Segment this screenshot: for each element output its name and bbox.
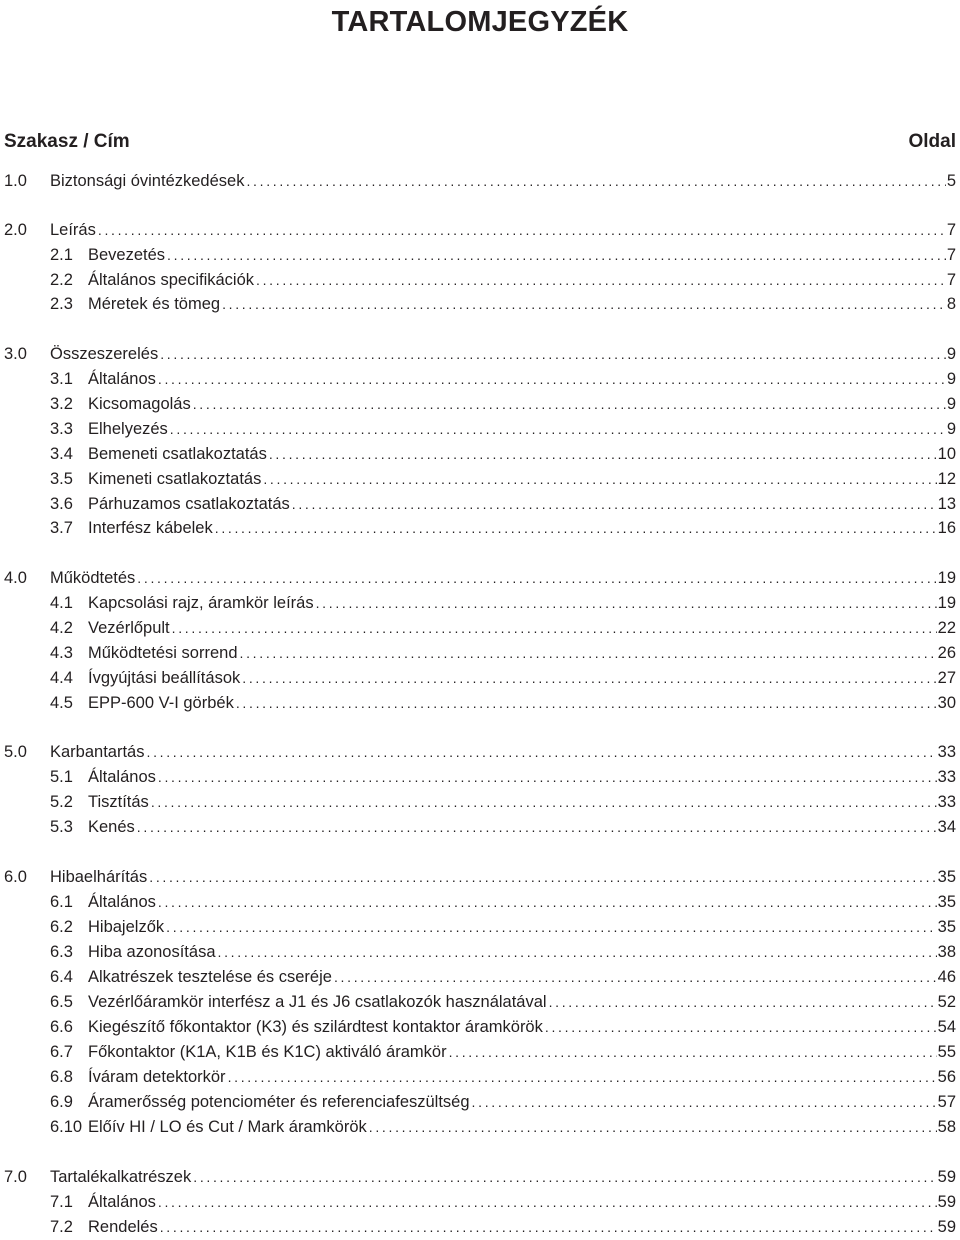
toc-entry-number: 3.5	[50, 470, 73, 488]
toc-entry[interactable]	[4, 268, 956, 293]
toc-entry-number: 6.8	[50, 1068, 73, 1086]
toc-entry-number: 6.2	[50, 918, 73, 936]
dot-leader	[449, 1040, 937, 1065]
toc-entry-label: Méretek és tömeg	[88, 295, 221, 313]
dot-leader	[222, 292, 946, 317]
toc-entry-label: Bevezetés	[88, 246, 166, 264]
toc-entry[interactable]	[4, 691, 956, 716]
dot-leader	[369, 1115, 937, 1140]
toc-entry-page: 9	[946, 420, 956, 438]
toc-entry-page: 27	[937, 669, 956, 687]
toc-entry[interactable]	[4, 865, 956, 890]
dot-leader	[158, 1190, 937, 1215]
toc-entry-page: 9	[946, 370, 956, 388]
toc-entry-label: Általános	[88, 1193, 156, 1211]
toc-entry-label: Íváram detektorkör	[88, 1068, 226, 1086]
dot-leader	[242, 666, 936, 691]
toc-entry[interactable]	[4, 292, 956, 317]
toc-entry-label: Kapcsolási rajz, áramkör leírás	[88, 594, 314, 612]
toc-entry-page: 46	[937, 968, 956, 986]
dot-leader	[269, 442, 937, 467]
toc-entry-label: Áramerősség potenciométer és referenciafeszültség	[88, 1093, 470, 1111]
toc-entry-page: 38	[937, 943, 956, 961]
toc-entry[interactable]	[4, 790, 956, 815]
toc-entry-label: Összeszerelés	[50, 345, 159, 363]
toc-entry-page: 30	[937, 694, 956, 712]
toc-entry[interactable]	[4, 815, 956, 840]
toc-entry[interactable]	[4, 492, 956, 517]
toc-entry-label: Kimeneti csatlakoztatás	[88, 470, 262, 488]
toc-entry-label: Általános specifikációk	[88, 271, 254, 289]
toc-entry-number: 5.2	[50, 793, 73, 811]
toc-entry-label: Működtetési sorrend	[88, 644, 238, 662]
toc-entry-page: 59	[937, 1193, 956, 1211]
dot-leader	[158, 367, 946, 392]
toc-entry-page: 16	[937, 519, 956, 537]
toc-entry-page: 58	[937, 1118, 956, 1136]
toc-entry-page: 9	[946, 345, 956, 363]
toc-entry[interactable]	[4, 1090, 956, 1115]
toc-entry[interactable]	[4, 367, 956, 392]
toc-entry-number: 4.4	[50, 669, 73, 687]
page-column-header: Oldal	[908, 131, 956, 152]
toc-entry-label: Általános	[88, 370, 156, 388]
toc-entry-page: 7	[946, 246, 956, 264]
toc-entry-page: 59	[937, 1218, 956, 1236]
toc-entry-label: Előív HI / LO és Cut / Mark áramkörök	[88, 1118, 367, 1136]
section-column-header: Szakasz / Cím	[4, 131, 130, 152]
dot-leader	[137, 815, 937, 840]
toc-entry[interactable]	[4, 417, 956, 442]
toc-entry-number: 7.1	[50, 1193, 73, 1211]
toc-entry-number: 2.3	[50, 295, 73, 313]
toc-entry-page: 5	[946, 172, 956, 190]
toc-entry[interactable]	[4, 591, 956, 616]
toc-entry[interactable]	[4, 1040, 956, 1065]
toc-entry-number: 2.0	[4, 221, 27, 239]
toc-entry-page: 35	[937, 918, 956, 936]
toc-entry-number: 6.4	[50, 968, 73, 986]
toc-entry-label: Ívgyújtási beállítások	[88, 669, 241, 687]
toc-entry-number: 3.6	[50, 495, 73, 513]
toc-entry-number: 7.0	[4, 1168, 27, 1186]
toc-entry[interactable]	[4, 1190, 956, 1215]
toc-entry-page: 22	[937, 619, 956, 637]
toc-entry-page: 19	[937, 594, 956, 612]
toc-entry-page: 52	[937, 993, 956, 1011]
toc-entry-number: 6.6	[50, 1018, 73, 1036]
toc-entry[interactable]	[4, 666, 956, 691]
dot-leader	[334, 965, 937, 990]
dot-leader	[256, 268, 946, 293]
toc-entry-number: 3.1	[50, 370, 73, 388]
toc-entry-page: 7	[946, 271, 956, 289]
toc-entry-page: 33	[937, 743, 956, 761]
toc-entry-label: Működtetés	[50, 569, 136, 587]
toc-entry-number: 6.0	[4, 868, 27, 886]
toc-entry-label: Kiegészítő főkontaktor (K3) és szilárdtest kontaktor áramkörök	[88, 1018, 543, 1036]
toc-entry[interactable]	[4, 940, 956, 965]
dot-leader	[172, 616, 937, 641]
toc-entry-page: 34	[937, 818, 956, 836]
dot-leader	[316, 591, 937, 616]
toc-entry[interactable]	[4, 1065, 956, 1090]
toc-entry-number: 6.10	[50, 1118, 83, 1136]
toc-entry-number: 3.4	[50, 445, 73, 463]
toc-entry-number: 3.2	[50, 395, 73, 413]
dot-leader	[228, 1065, 937, 1090]
toc-entry-label: Interfész kábelek	[88, 519, 213, 537]
toc-entry[interactable]	[4, 169, 956, 194]
dot-leader	[149, 865, 936, 890]
toc-entry-page: 57	[937, 1093, 956, 1111]
toc-entry-page: 7	[946, 221, 956, 239]
toc-entry[interactable]	[4, 218, 956, 243]
toc-entry[interactable]	[4, 1215, 956, 1240]
toc-entry-label: EPP-600 V-I görbék	[88, 694, 234, 712]
dot-leader	[158, 890, 937, 915]
dot-leader	[146, 740, 936, 765]
toc-entry-page: 35	[937, 893, 956, 911]
toc-entry-label: Rendelés	[88, 1218, 158, 1236]
toc-entry[interactable]	[4, 641, 956, 666]
dot-leader	[240, 641, 937, 666]
toc-entry-page: 12	[937, 470, 956, 488]
toc-entry-label: Alkatrészek tesztelése és cseréje	[88, 968, 332, 986]
toc-entry-number: 7.2	[50, 1218, 73, 1236]
toc-entry-number: 1.0	[4, 172, 27, 190]
toc-entry-number: 6.5	[50, 993, 73, 1011]
dot-leader	[170, 417, 946, 442]
page-title: TARTALOMJEGYZÉK	[331, 6, 629, 38]
toc-entry-label: Hibajelzők	[88, 918, 165, 936]
toc-entry-page: 33	[937, 768, 956, 786]
toc-entry-number: 2.1	[50, 246, 73, 264]
toc-entry-number: 6.9	[50, 1093, 73, 1111]
dot-leader	[246, 169, 945, 194]
toc-entry-number: 2.2	[50, 271, 73, 289]
dot-leader	[292, 492, 937, 517]
toc-entry-number: 5.1	[50, 768, 73, 786]
toc-entry-label: Vezérlőáramkör interfész a J1 és J6 csatlakozók használatával	[88, 993, 547, 1011]
toc-entry-number: 6.7	[50, 1043, 73, 1061]
toc-entry[interactable]	[4, 516, 956, 541]
dot-leader	[193, 1165, 936, 1190]
toc-entry-number: 3.7	[50, 519, 73, 537]
dot-leader	[160, 342, 946, 367]
toc-entry-label: Általános	[88, 893, 156, 911]
toc-entry-label: Kicsomagolás	[88, 395, 191, 413]
dot-leader	[472, 1090, 937, 1115]
dot-leader	[545, 1015, 937, 1040]
dot-leader	[263, 467, 936, 492]
toc-entry-page: 8	[946, 295, 956, 313]
toc-entry-number: 4.5	[50, 694, 73, 712]
toc-entry-number: 3.3	[50, 420, 73, 438]
toc-entry[interactable]	[4, 467, 956, 492]
toc-entry-page: 9	[946, 395, 956, 413]
dot-leader	[167, 243, 946, 268]
toc-entry-label: Vezérlőpult	[88, 619, 170, 637]
toc-entry-page: 19	[937, 569, 956, 587]
toc-entry-number: 4.1	[50, 594, 73, 612]
toc-entry-label: Bemeneti csatlakoztatás	[88, 445, 267, 463]
toc-entry-label: Általános	[88, 768, 156, 786]
toc-entry[interactable]	[4, 342, 956, 367]
toc-entry-label: Hiba azonosítása	[88, 943, 216, 961]
toc-entry-label: Elhelyezés	[88, 420, 168, 438]
toc-entry-page: 56	[937, 1068, 956, 1086]
toc-entry-number: 6.3	[50, 943, 73, 961]
toc-entry-label: Főkontaktor (K1A, K1B és K1C) aktiváló áramkör	[88, 1043, 447, 1061]
dot-leader	[151, 790, 937, 815]
dot-leader	[166, 915, 937, 940]
dot-leader	[158, 765, 937, 790]
toc-entry-label: Hibaelhárítás	[50, 868, 148, 886]
dot-leader	[98, 218, 946, 243]
toc-entry-page: 13	[937, 495, 956, 513]
dot-leader	[236, 691, 937, 716]
toc-entry[interactable]	[4, 1015, 956, 1040]
toc-entry[interactable]	[4, 915, 956, 940]
toc-entry-page: 35	[937, 868, 956, 886]
dot-leader	[160, 1215, 937, 1240]
toc-entry-label: Karbantartás	[50, 743, 145, 761]
toc-entry-label: Biztonsági óvintézkedések	[50, 172, 245, 190]
toc-entry-label: Kenés	[88, 818, 135, 836]
toc-entry[interactable]	[4, 965, 956, 990]
toc-entry[interactable]	[4, 890, 956, 915]
toc-entry-page: 10	[937, 445, 956, 463]
toc-entry-page: 54	[937, 1018, 956, 1036]
toc-entry[interactable]	[4, 740, 956, 765]
dot-leader	[215, 516, 937, 541]
toc-entry[interactable]	[4, 442, 956, 467]
toc-entry-number: 5.0	[4, 743, 27, 761]
dot-leader	[137, 566, 936, 591]
toc-entry-label: Tartalékalkatrészek	[50, 1168, 192, 1186]
dot-leader	[218, 940, 937, 965]
toc-entry[interactable]	[4, 1165, 956, 1190]
toc-entry[interactable]	[4, 765, 956, 790]
dot-leader	[193, 392, 946, 417]
toc-entry-label: Tisztítás	[88, 793, 149, 811]
toc-entry-page: 26	[937, 644, 956, 662]
toc-entry-number: 3.0	[4, 345, 27, 363]
toc-entry-number: 5.3	[50, 818, 73, 836]
toc-entry[interactable]	[4, 243, 956, 268]
toc-entry-number: 6.1	[50, 893, 73, 911]
toc-entry-label: Leírás	[50, 221, 96, 239]
toc-entry[interactable]	[4, 566, 956, 591]
toc-entry-page: 33	[937, 793, 956, 811]
toc-entry[interactable]	[4, 990, 956, 1015]
toc-entry-number: 4.3	[50, 644, 73, 662]
toc-entry-page: 55	[937, 1043, 956, 1061]
toc-entry-page: 59	[937, 1168, 956, 1186]
toc-entry[interactable]	[4, 616, 956, 641]
toc-entry[interactable]	[4, 392, 956, 417]
toc-entry-number: 4.0	[4, 569, 27, 587]
toc-entry-label: Párhuzamos csatlakoztatás	[88, 495, 290, 513]
toc-entry-number: 4.2	[50, 619, 73, 637]
toc-entry[interactable]	[4, 1115, 956, 1140]
dot-leader	[549, 990, 937, 1015]
